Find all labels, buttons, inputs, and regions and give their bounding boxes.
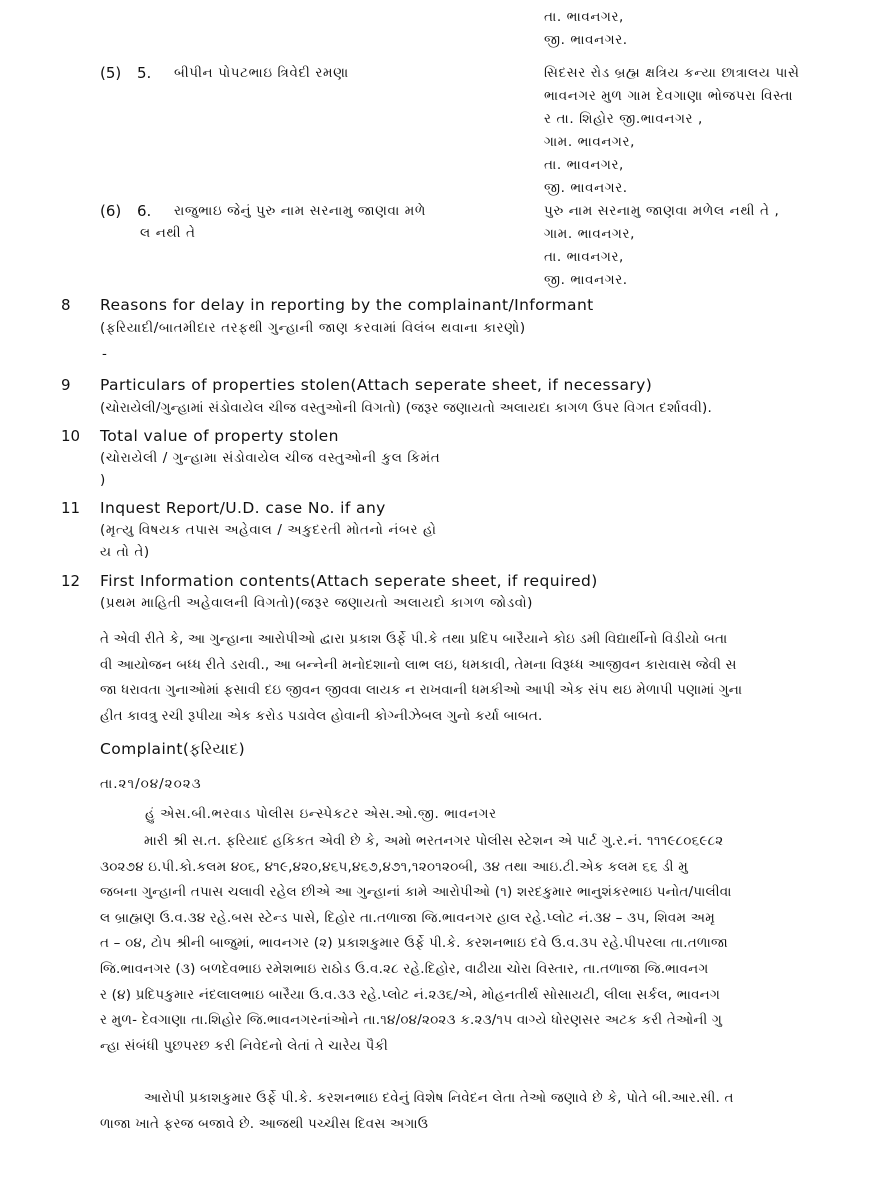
complaint-line: ર (૪) પ્રદિપકુમાર નંદલાલભાઇ બારૈયા ઉ.વ.૩૩ રહે.પ્લોટ નં.૨૩૬/એ, મોહનતીર્થ સોસાયટી, લીલા સર્કલ, ભાવનગ: [100, 986, 720, 1003]
accused-5-number: 5.: [137, 64, 152, 82]
subtitle-line: ય તો તે): [100, 544, 150, 560]
name-line: લ નથી તે: [140, 225, 196, 241]
name-line: રાજુભાઇ જેનું પુરુ નામ સરનામુ જાણવા મળે: [174, 203, 427, 219]
accused-6-number: 6.: [137, 202, 152, 220]
address-line: ગામ. ભાવનગર,: [544, 226, 635, 242]
top-address: [544, 6, 628, 51]
accused-6-address: [544, 200, 779, 292]
complaint-line: ત – ૦૪, ટોપ શ્રીની બાજુમાં, ભાવનગર (૨) પ્રકાશકુમાર ઉર્ફે પી.કે. કરશનભાઇ દવે ઉ.વ.૩૫ રહે.પીપરલા તા.તળાજા: [100, 935, 728, 952]
subtitle-line: (મૃત્યુ વિષયક તપાસ અહેવાલ / અકુદરતી મોતનો નંબર હો: [100, 522, 437, 538]
address-line: તા. ભાવનગર,: [544, 9, 624, 25]
statement-line: ળાજા ખાતે ફરજ બજાવે છે. આજથી પચ્ચીસ દિવસ અગાઉ: [100, 1115, 429, 1132]
accused-5-name: બીપીન પોપટભાઇ ત્રિવેદી રમણા: [174, 65, 349, 81]
item-12-number: 12: [61, 572, 81, 590]
complaint-line: ર મુળ- દેવગાણા તા.શિહોર જિ.ભાવનગરનાંઓને તા.૧૪/૦૪/૨૦૨૩ ક.૨૩/૧૫ વાગ્યે ધોરણસર અટક કરી તેઓની ગુ: [100, 1012, 723, 1029]
complaint-body: [100, 829, 732, 1059]
address-line: તા. ભાવનગર,: [544, 157, 624, 173]
complaint-date: તા.૨૧/૦૪/૨૦૨૩: [100, 776, 202, 792]
item-11-number: 11: [61, 499, 81, 517]
item-12-subtitle: (પ્રથમ માહિતી અહેવાલની વિગતો)(જરૂર જણાયતો અલાયદો કાગળ જોડવો): [100, 595, 534, 611]
accused-5-index: (5): [100, 64, 122, 82]
address-line: ભાવનગર મુળ ગામ દેવગાણા ભોજપરા વિસ્તા: [544, 88, 794, 104]
item-8-value: -: [102, 346, 108, 362]
item-9-title: Particulars of properties stolen(Attach seperate sheet, if necessary): [100, 376, 653, 394]
complaint-line: જબના ગુન્હાની તપાસ ચલાવી રહેલ છીએ આ ગુન્હાનાં કામે આરોપીઓ (૧) શરદકુમાર ભાનુશંકરભાઇ પનોત/પાલીવા: [100, 884, 732, 901]
item-8-subtitle: (ફરિયાદી/બાતમીદાર તરફથી ગુન્હાની જાણ કરવામાં વિલંબ થવાના કારણો): [100, 320, 526, 336]
item-8-number: 8: [61, 296, 71, 314]
address-line: તા. ભાવનગર,: [544, 249, 624, 265]
complaint-heading: Complaint(ફરિયાદ): [100, 740, 246, 758]
address-line: ર તા. શિહોર જી.ભાવનગર ,: [544, 111, 703, 127]
item-10-close: ): [100, 472, 106, 488]
address-line: જી. ભાવનગર.: [544, 272, 628, 288]
item-10-title: Total value of property stolen: [100, 427, 339, 445]
accused-6-name: [140, 200, 427, 244]
address-line: જી. ભાવનગર.: [544, 180, 628, 196]
item-11-subtitle: [100, 519, 437, 563]
officer-line: હું એસ.બી.ભરવાડ પોલીસ ઇન્સ્પેકટર એસ.ઓ.જી. ભાવનગર: [145, 806, 497, 822]
summary-line: તે એવી રીતે કે, આ ગુન્હાના આરોપીઓ દ્વારા પ્રકાશ ઉર્ફે પી.કે તથા પ્રદિપ બારૈયાને કોઇ ડમી વિદ્યાર્થીનો વિડીયો બતા: [100, 631, 728, 647]
summary-line: જા ધરાવતા ગુનાઓમાં ફસાવી દઇ જીવન જીવવા લાયક ન રાખવાની ધમકીઓ આપી એક સંપ થઇ મેળાપી પણામાં ગુના: [100, 682, 743, 699]
item-10-subtitle: (ચોરાયેલી / ગુન્હામા સંડોવાયેલ ચીજ વસ્તુઓની કુલ કિમંત: [100, 450, 441, 466]
address-line: સિદસર રોડ બ્રહ્મ ક્ષત્રિય કન્યા છાત્રાલય પાસે: [544, 65, 800, 81]
item-10-number: 10: [61, 427, 81, 445]
item-12-title: First Information contents(Attach seperate sheet, if required): [100, 572, 598, 590]
item-8-title: Reasons for delay in reporting by the complainant/Informant: [100, 296, 594, 314]
address-line: જી. ભાવનગર.: [544, 32, 628, 48]
fir-summary: [100, 627, 742, 729]
address-line: ગામ. ભાવનગર,: [544, 134, 635, 150]
accused-5-address: [544, 62, 800, 200]
complaint-line: ન્હા સંબંધી પુછપરછ કરી નિવેદનો લેતાં તે ચારેય પૈકી: [100, 1037, 389, 1054]
complaint-line: જિ.ભાવનગર (૩) બળદેવભાઇ રમેશભાઇ રાઠોડ ઉ.વ.૨૮ રહે.દિહોર, વાઢીયા ચોરા વિસ્તાર, તા.તળાજા જિ.ભાવનગ: [100, 960, 709, 977]
item-9-subtitle: (ચોરાયેલી/ગુન્હામાં સંડોવાયેલ ચીજ વસ્તુઓની વિગતો) (જરૂર જણાયતો અલાયદા કાગળ ઉપર વિગત દર્શાવવી).: [100, 400, 712, 416]
complaint-line: લ બ્રાહ્મણ ઉ.વ.૩૪ રહે.બસ સ્ટેન્ડ પાસે, દિહોર તા.તળાજા જિ.ભાવનગર હાલ રહે.પ્લોટ નં.૩૪ – ૩૫, શિવમ અમૃ: [100, 909, 715, 926]
item-11-title: Inquest Report/U.D. case No. if any: [100, 499, 386, 517]
complaint-line: મારી શ્રી સ.ત. ફરિયાદ હકિકત એવી છે કે, અમો ભરતનગર પોલીસ સ્ટેશન એ પાર્ટ ગુ.ર.નં. ૧૧૧૯૮૦૬૯૮૨: [144, 833, 724, 849]
summary-line: વી આયોજન બધ્ધ રીતે ડરાવી., આ બન્નેની મનોદશાનો લાભ લઇ, ધમકાવી, તેમના વિરૂધ્ધ આજીવન કારાવાસ જેવી સ: [100, 656, 737, 673]
complaint-line: ૩૦૨૭૪ ઇ.પી.કો.કલમ ૪૦૬, ૪૧૯,૪૨૦,૪૬૫,૪૬૭,૪૭૧,૧૨૦૧૨૦બી, ૩૪ તથા આઇ.ટી.એક કલમ ૬૬ ડી મુ: [100, 858, 688, 875]
item-9-number: 9: [61, 376, 71, 394]
accused-statement: [100, 1086, 734, 1137]
statement-line: આરોપી પ્રકાશકુમાર ઉર્ફે પી.કે. કરશનભાઇ દવેનું વિશેષ નિવેદન લેતા તેઓ જણાવે છે કે, પોતે બી.આર.સી. ત: [144, 1090, 734, 1106]
address-line: પુરુ નામ સરનામુ જાણવા મળેલ નથી તે ,: [544, 203, 780, 219]
summary-line: હીત કાવત્રુ રચી રૂપીયા એક કરોડ પડાવેલ હોવાની કોગ્નીઝેબલ ગુનો કર્યા બાબત.: [100, 707, 543, 724]
accused-6-index: (6): [100, 202, 122, 220]
